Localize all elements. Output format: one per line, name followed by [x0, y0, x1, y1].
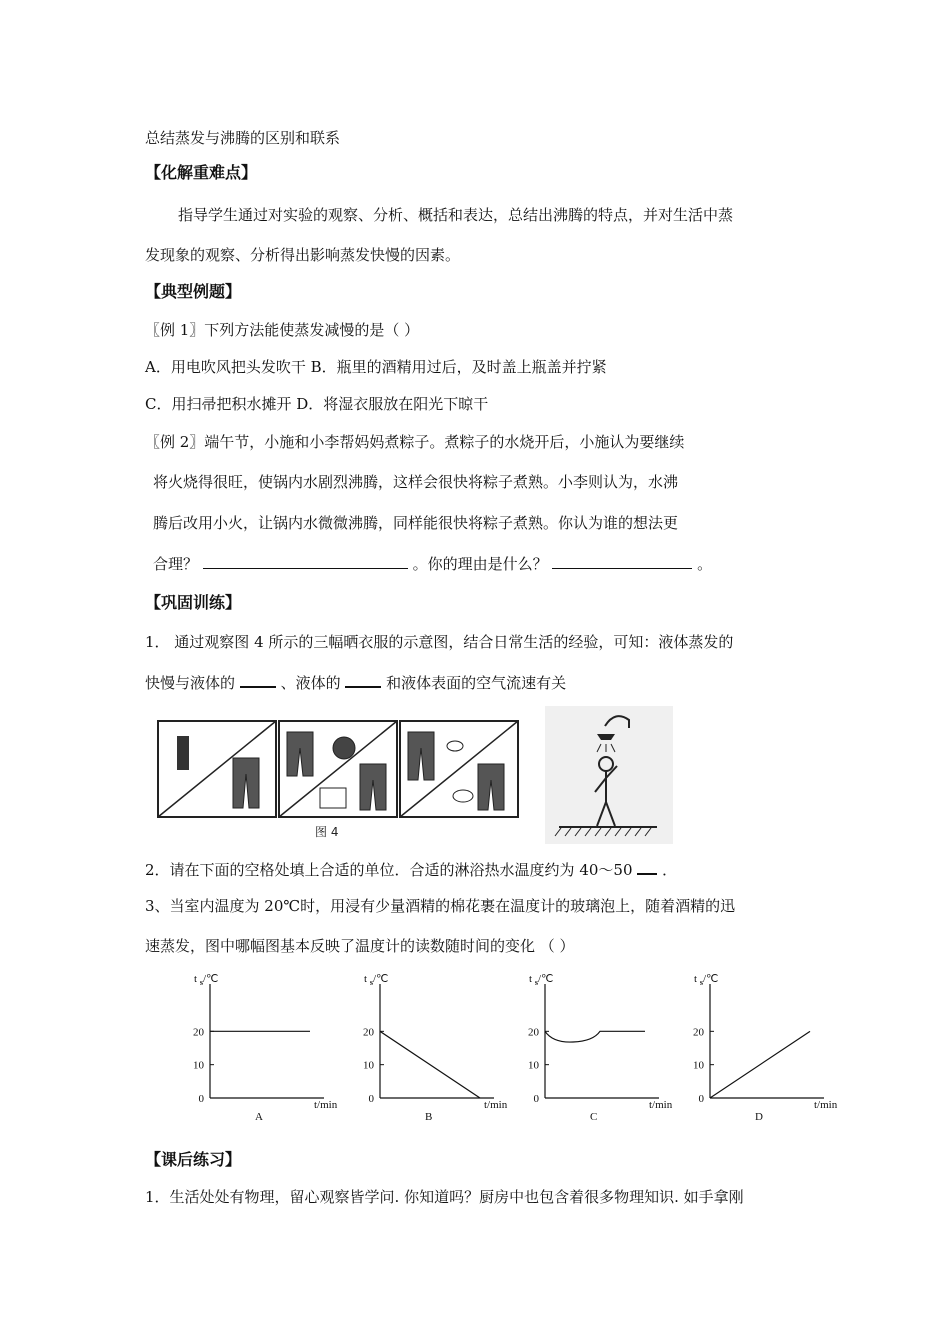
practice1-line2-end: 和液体表面的空气流速有关 — [386, 674, 567, 692]
difficulty-paragraph-line1: 指导学生通过对实验的观察、分析、概括和表达，总结出沸腾的特点，并对生活中蒸 — [178, 206, 734, 224]
y-axis-label-unit: /℃ — [372, 973, 389, 985]
y-axis-label-unit: /℃ — [537, 973, 554, 985]
shower-figure — [545, 706, 673, 844]
y-axis-label: t $_s$/℃ — [694, 973, 719, 987]
graph-label-B: B — [425, 1111, 433, 1123]
graph-label-C: C — [590, 1111, 598, 1123]
series-line-D — [710, 1031, 810, 1098]
y-tick-label: 0 — [368, 1093, 374, 1105]
heading-examples: 【典型例题】 — [145, 282, 242, 301]
answer-blank-unit[interactable] — [637, 859, 657, 875]
example2-line4 — [153, 554, 712, 574]
practice1-line2-start: 快慢与液体的 — [145, 674, 236, 692]
example2-line3: 腾后改用小火，让锅内水微微沸腾，同样能很快将粽子煮熟。你认为谁的想法更 — [153, 514, 679, 532]
heading-practice: 【巩固训练】 — [145, 593, 242, 612]
example1-options-ab: A．用电吹风把头发吹干 B．瓶里的酒精用过后，及时盖上瓶盖并拧紧 — [145, 358, 607, 376]
homework1-line: 1．生活处处有物理，留心观察皆学问. 你知道吗？厨房中也包含着很多物理知识. 如手拿刚 — [145, 1188, 744, 1206]
x-axis-label: t/min — [484, 1099, 508, 1111]
practice2-line — [145, 859, 677, 880]
answer-blank-reason[interactable] — [552, 554, 692, 569]
practice3-line2: 速蒸发，图中哪幅图基本反映了温度计的读数随时间的变化 （ ） — [145, 937, 575, 955]
y-axis-label-unit: /℃ — [202, 973, 219, 985]
series-line-B — [380, 1031, 480, 1098]
example1-options-cd: C．用扫帚把积水摊开 D．将湿衣服放在阳光下晾干 — [145, 395, 489, 413]
y-tick-label: 0 — [198, 1093, 204, 1105]
y-tick-label: 20 — [528, 1026, 539, 1039]
practice3-line1: 3、当室内温度为 20℃时，用浸有少量酒精的棉花裹在温度计的玻璃泡上，随着酒精的迅 — [145, 897, 736, 915]
y-axis-label: t $_s$/℃ — [194, 973, 219, 987]
y-tick-label: 0 — [533, 1093, 539, 1105]
series-line-C — [545, 1031, 645, 1042]
y-axis-label-subscript: s — [199, 978, 203, 987]
answer-blank-factor1[interactable] — [240, 672, 276, 688]
pants-icon — [287, 732, 313, 776]
pants-icon — [478, 764, 504, 810]
example2-line1: 〖例 2〗端午节，小施和小李帮妈妈煮粽子。煮粽子的水烧开后，小施认为要继续 — [145, 433, 685, 451]
summary-line: 总结蒸发与沸腾的区别和联系 — [145, 129, 341, 147]
example2-line4-start: 合理？ — [153, 555, 199, 573]
heading-homework: 【课后练习】 — [145, 1150, 242, 1169]
y-tick-label: 10 — [528, 1059, 539, 1072]
x-axis-label: t/min — [814, 1099, 838, 1111]
y-axis-label-subscript: s — [699, 978, 703, 987]
y-axis-label-unit: /℃ — [702, 973, 719, 985]
y-tick-label: 0 — [698, 1093, 704, 1105]
x-axis-label: t/min — [649, 1099, 673, 1111]
sun-icon — [333, 737, 355, 759]
practice1-line2 — [145, 672, 566, 693]
graph-label-D: D — [755, 1111, 763, 1123]
graph-label-A: A — [255, 1111, 263, 1123]
y-axis-label: t $_s$/℃ — [529, 973, 554, 987]
y-tick-label: 10 — [693, 1059, 704, 1072]
graph-D — [668, 973, 838, 1140]
x-axis-label: t/min — [314, 1099, 338, 1111]
figure4-caption: 图 4 — [315, 825, 339, 839]
y-tick-label: 20 — [363, 1026, 374, 1039]
folded-cloth-icon — [177, 736, 189, 770]
practice2-text: 2．请在下面的空格处填上合适的单位．合适的淋浴热水温度约为 40～50 — [145, 861, 633, 879]
y-tick-label: 20 — [693, 1026, 704, 1039]
y-tick-label: 20 — [193, 1026, 204, 1039]
graph-C — [503, 973, 673, 1140]
example2-line4-mid: 。你的理由是什么？ — [412, 555, 548, 573]
example1-question: 〖例 1〗下列方法能使蒸发减慢的是（ ） — [145, 321, 420, 339]
cloud-icon — [453, 790, 473, 802]
heading-difficulty: 【化解重难点】 — [145, 163, 258, 182]
y-axis-label-subscript: s — [534, 978, 538, 987]
y-axis-label-subscript: s — [369, 978, 373, 987]
difficulty-paragraph-line2: 发现象的观察、分析得出影响蒸发快慢的因素。 — [145, 246, 461, 264]
wind-icon — [447, 741, 463, 751]
graph-B — [338, 973, 508, 1140]
practice1-line2-mid: 、液体的 — [280, 674, 341, 692]
answer-blank-factor2[interactable] — [345, 672, 381, 688]
pants-icon — [408, 732, 434, 780]
figure4-drying-clothes — [155, 718, 535, 840]
practice2-end: ． — [662, 861, 678, 879]
table-icon — [320, 788, 346, 808]
y-tick-label: 10 — [193, 1059, 204, 1072]
pants-icon — [233, 758, 259, 808]
example2-line2: 将火烧得很旺，使锅内水剧烈沸腾，这样会很快将粽子煮熟。小李则认为，水沸 — [153, 473, 679, 491]
pants-icon — [360, 764, 386, 810]
practice1-line1: 1． 通过观察图 4 所示的三幅晒衣服的示意图，结合日常生活的经验，可知：液体蒸发的 — [145, 633, 734, 651]
graph-A — [168, 973, 338, 1140]
y-axis-label: t $_s$/℃ — [364, 973, 389, 987]
answer-blank-who[interactable] — [203, 554, 408, 569]
example2-line4-end: 。 — [697, 555, 713, 573]
y-tick-label: 10 — [363, 1059, 374, 1072]
